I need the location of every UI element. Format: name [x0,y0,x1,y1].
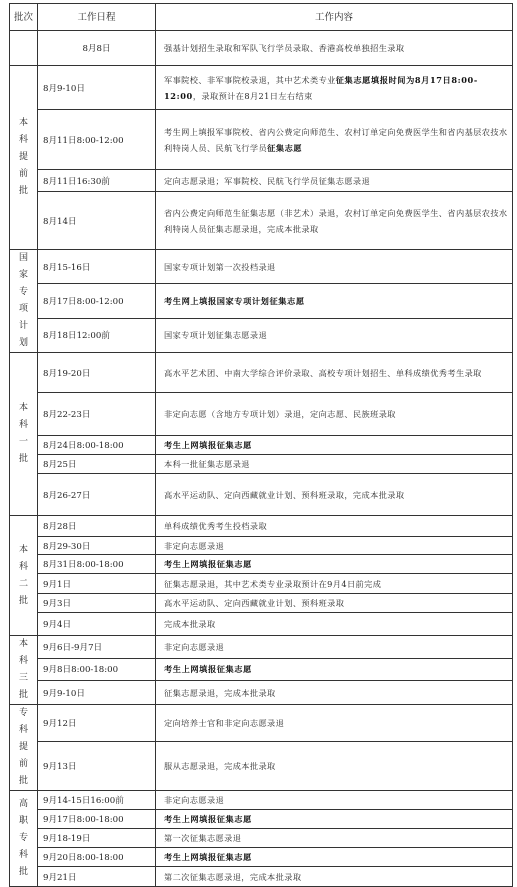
schedule-cell: 9月6日-9月7日 [38,636,156,659]
schedule-cell: 8月14日 [38,192,156,250]
table-row [10,170,513,192]
schedule-cell: 8月15-16日 [38,250,156,284]
content-cell: 高水平艺术团、中南大学综合评价录取、高校专项计划招生、单科成绩优秀考生录取 [156,353,513,393]
schedule-cell: 9月20日8:00-18:00 [38,848,156,867]
batch-cell [10,516,38,636]
schedule-cell: 8月19-20日 [38,353,156,393]
schedule-cell: 9月14-15日16:00前 [38,791,156,810]
batch-cell [10,66,38,250]
content-cell: 服从志愿录退，完成本批录取 [156,741,513,790]
content-cell: 高水平运动队、定向西藏就业计划、预科班录取，完成本批录取 [156,474,513,516]
content-cell: 定向培养士官和非定向志愿录退 [156,705,513,742]
batch-cell [10,353,38,516]
batch-cell [10,636,38,705]
header-schedule: 工作日程 [38,4,156,31]
schedule-cell: 8月9-10日 [38,66,156,110]
table-row [10,681,513,705]
header-row [10,4,513,31]
schedule-cell: 8月22-23日 [38,393,156,436]
schedule-cell: 8月17日8:00-12:00 [38,284,156,318]
content-cell: 单科成绩优秀考生投档录取 [156,516,513,537]
content-cell: 非定向志愿录退 [156,791,513,810]
content-cell: 完成本批录取 [156,613,513,636]
table-row [10,658,513,681]
schedule-cell: 9月21日 [38,867,156,887]
schedule-cell: 8月26-27日 [38,474,156,516]
schedule-cell: 9月18-19日 [38,829,156,848]
schedule-cell: 8月29-30日 [38,537,156,555]
schedule-cell: 9月3日 [38,594,156,613]
batch-label: 本科提前批 [18,118,28,196]
content-cell: 考生网上填报国家专项计划征集志愿 [156,284,513,318]
table-row [10,31,513,66]
schedule-cell: 9月8日8:00-18:00 [38,658,156,681]
schedule-cell: 8月25日 [38,455,156,474]
batch-cell [10,791,38,887]
table-row [10,284,513,318]
table-row [10,613,513,636]
table-row [10,250,513,284]
batch-cell [10,250,38,353]
schedule-cell: 8月8日 [38,31,156,66]
content-cell: 征集志愿录退，其中艺术类专业录取预计在9月4日前完成 [156,574,513,594]
header-batch: 批次 [10,4,38,31]
content-cell: 定向志愿录退；军事院校、民航飞行学员征集志愿录退 [156,170,513,192]
content-cell: 考生上网填报征集志愿 [156,436,513,455]
table-row [10,516,513,537]
table-row [10,110,513,170]
table-row [10,636,513,659]
batch-label: 本科一批 [18,403,28,464]
schedule-cell: 9月9-10日 [38,681,156,705]
content-cell: 考生上网填报征集志愿 [156,848,513,867]
table-row [10,436,513,455]
table-row [10,791,513,810]
schedule-cell: 8月11日16:30前 [38,170,156,192]
content-cell: 考生上网填报征集志愿 [156,658,513,681]
content-cell: 强基计划招生录取和军队飞行学员录取、香港高校单独招生录取 [156,31,513,66]
content-cell: 第一次征集志愿录退 [156,829,513,848]
content-cell: 非定向志愿录退 [156,636,513,659]
table-row [10,353,513,393]
content-cell: 军事院校、非军事院校录退，其中艺术类专业征集志愿填报时间为8月17日8:00-12:00，录取预计在8月21日左右结束 [156,66,513,110]
table-row [10,741,513,790]
table-row [10,829,513,848]
table-row [10,705,513,742]
content-cell: 征集志愿录退，完成本批录取 [156,681,513,705]
content-cell: 高水平运动队、定向西藏就业计划、预科班录取 [156,594,513,613]
schedule-cell: 9月17日8:00-18:00 [38,810,156,829]
admission-schedule-table [9,3,513,887]
schedule-cell: 8月11日8:00-12:00 [38,110,156,170]
batch-label: 专科提前批 [18,708,28,786]
content-cell: 国家专项计划征集志愿录退 [156,318,513,352]
table-row [10,393,513,436]
batch-label: 高职专科批 [18,799,28,877]
header-content: 工作内容 [156,4,513,31]
schedule-cell: 9月1日 [38,574,156,594]
table-row [10,192,513,250]
schedule-cell: 8月18日12:00前 [38,318,156,352]
schedule-cell: 9月4日 [38,613,156,636]
table-row [10,474,513,516]
content-cell: 第二次征集志愿录退，完成本批录取 [156,867,513,887]
table-row [10,867,513,887]
content-cell: 考生网上填报军事院校、省内公费定向师范生、农村订单定向免费医学生和省内基层农技水利特岗人员、民航飞行学员征集志愿 [156,110,513,170]
schedule-cell: 8月31日8:00-18:00 [38,555,156,574]
schedule-cell: 8月28日 [38,516,156,537]
table-row [10,574,513,594]
table-row [10,455,513,474]
table-row [10,810,513,829]
schedule-cell: 9月13日 [38,741,156,790]
content-cell: 国家专项计划第一次投档录退 [156,250,513,284]
table-row [10,555,513,574]
table-row [10,66,513,110]
content-cell: 考生上网填报征集志愿 [156,810,513,829]
table-row [10,594,513,613]
content-cell: 考生上网填报征集志愿 [156,555,513,574]
batch-cell [10,705,38,791]
table-row [10,537,513,555]
content-cell: 省内公费定向师范生征集志愿（非艺术）录退，农村订单定向免费医学生、省内基层农技水利特岗人员征集志愿录退，完成本批录取 [156,192,513,250]
batch-label: 本科二批 [18,544,28,606]
batch-label: 国家专项计划 [18,253,28,348]
table-row [10,318,513,352]
schedule-cell: 9月12日 [38,705,156,742]
schedule-cell: 8月24日8:00-18:00 [38,436,156,455]
batch-label: 本科三批 [18,639,28,700]
content-cell: 本科一批征集志愿录退 [156,455,513,474]
content-cell: 非定向志愿（含地方专项计划）录退，定向志愿、民族班录取 [156,393,513,436]
content-cell: 非定向志愿录退 [156,537,513,555]
table-row [10,848,513,867]
